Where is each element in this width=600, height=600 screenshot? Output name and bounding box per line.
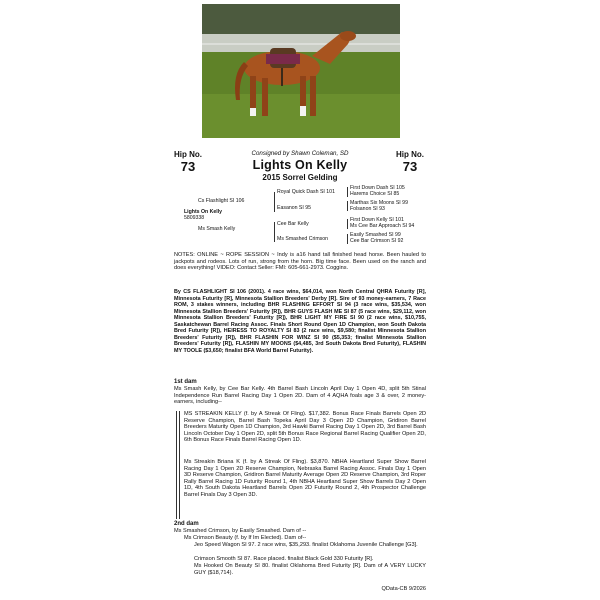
first-dam-foal-1: MS STREAKIN KELLY (f. by A Streak Of Fling). $17,382. Bonus Race Finals Barrels Open 2D Reserve Champion, Barrel Bash Topeka April Day 3 Open 2D Champion, Gridiron Barrel Breeders Maturity Open 1D Champion, 3rd Hawki Barrel Racing Day 1 Open 2D, 3rd Barrel Bash Lincoln October Day 1 Open 2D, split 5th Bonus Race Regional Barrel Racing Qualifier Open 2D, 6th Bonus Race Finals Barrel Racing Open 1D.	[184, 411, 426, 444]
pedigree-sire-dam: Easanon SI 95	[277, 205, 312, 211]
pedigree-subject-reg: 5809338	[184, 215, 205, 221]
sire-record: By CS FLASHLIGHT SI 106 (2001). 4 race wins, $64,014, won North Central QHRA Futurity [R], Minnesota Futurity [R], Minnesota Stallion Breeders' Derby [R]. Sire of 93 money-earners, 7 Race ROM, 3 stakes winners, including BHR FLASHING EFFORT SI 94 (3 race wins, $35,534, won Minnesota Stallion Breeders' Futurity [R]), BHR GUYS FLASH ME SI 87 (5 race wins, $29,112, won Minnesota Stallion Breeders' Futurity [R]), BHR LIGHT MY FIRE SI 90 (2 race wins, $10,755, Saskatchewan Barrel Racing Assoc. Finals Short Round Open 1D Champion, won South Dakota Bred Futurity [R]), HEIRESS TO ROYALTY SI 83 (2 race wins, $9,580; finalist Minnesota Stallion Breeders' Futurity [R]), BHR FLASHIN FOR WINZ SI 90 ($5,353; finalist Minnesota Stallion Breeders' Futurity [R]), FLASHIN MY MOONS ($4,485, 3rd South Dakota Bred Futurity), FLASHIN MY TOOLE ($3,650; finalist BFA World Barrel Futurity).	[174, 289, 426, 354]
pedigree-sire-sire: Royal Quick Dash SI 101	[277, 189, 335, 195]
pedigree-g8: Cee Bar Crimson SI 92	[350, 238, 404, 244]
pedigree-dam: Ms Smash Kelly	[198, 226, 236, 232]
hip-label: Hip No.	[174, 150, 202, 159]
second-dam-line-2: Jeo Speed Wagon SI 97. 2 race wins, $35,293. finalist Oklahoma Juvenile Challenge [G3].	[194, 542, 418, 548]
first-dam-heading: 1st dam	[174, 379, 197, 385]
bracket	[347, 219, 348, 229]
offspring-bar	[176, 411, 180, 519]
horse-name: Lights On Kelly	[252, 158, 348, 172]
pedigree-g3: Marthas Six Moons SI 99	[350, 200, 408, 206]
second-dam-heading: 2nd dam	[174, 521, 199, 527]
catalog-page	[170, 0, 430, 600]
pedigree-g7: Easily Smashed SI 99	[350, 232, 401, 238]
pedigree-g6: Ms Cee Bar Approach SI 94	[350, 223, 415, 229]
horse-photo	[202, 4, 400, 138]
first-dam-foal-2: Ms Streakin Briana K (f. by A Streak Of Fling). $3,870. NBHA Heartland Super Show Barrel Racing Day 1 Open 2D Reserve Champion, Nebraska Barrel Racing Assoc. Finals Day 1 Open 3D Reserve Champion, Gridiron Barrel Maturity Average Open 2D Reserve Champion, 3rd Roper Rally Barrel Racing 1D Futurity Round 1, 4th NBHA Heartland Super Show Barrels Day 2 Open 1D, 4th South Dakota Heartland Barrels Open 2D Futurity Round 2, 4th Prospector Challenge Barrel Finals Day 3 Open 3D.	[184, 459, 426, 498]
pedigree-g1: First Down Dash SI 105	[350, 185, 405, 191]
pedigree-dam-dam: Ms Smashed Crimson	[277, 236, 329, 242]
second-dam-line-4: Ms Hooked On Beauty SI 80. finalist Oklahoma Bred Futurity [R]. Dam of A VERY LUCKY GUY ($18,714).	[194, 563, 426, 576]
second-dam-line-3: Crimson Smooth SI 87. Race placed. finalist Black Gold 330 Futurity [R].	[194, 556, 374, 562]
hip-label: Hip No.	[396, 150, 424, 159]
pedigree-subject: Lights On Kelly	[184, 209, 223, 215]
pedigree-dam-sire: Cee Bar Kelly	[277, 221, 309, 227]
bracket	[274, 192, 275, 212]
first-dam-intro: Ms Smash Kelly, by Cee Bar Kelly. 4th Barrel Bash Lincoln April Day 1 Open 4D, split 5th Stinal Independence Run Barrel Racing Day 1 Open 2D. Dam of 4 AQHA foals age 3 & over, 2 money-earners, including--	[174, 386, 426, 406]
pedigree-g2: Harems Choice SI 85	[350, 191, 400, 197]
pedigree-g4: Folsanon SI 93	[350, 206, 385, 212]
hip-number: 73	[180, 159, 196, 174]
consignor: Consigned by Shawn Coleman, SD	[251, 150, 349, 157]
second-dam-intro: Ms Smashed Crimson, by Easily Smashed. Dam of --	[174, 528, 307, 534]
horse-image	[202, 4, 400, 138]
horse-description: 2015 Sorrel Gelding	[262, 173, 338, 182]
pedigree-g5: First Down Kelly SI 101	[350, 217, 404, 223]
bracket	[274, 222, 275, 242]
second-dam-line-1: Ms Crimson Beauty (f. by If Im Elected). Dam of--	[184, 535, 307, 541]
bracket	[347, 234, 348, 244]
footer-code: QData-CB 9/2026	[381, 586, 426, 592]
hip-number: 73	[402, 159, 418, 174]
notes: NOTES: ONLINE ~ ROPE SESSION ~ Indy is a16 hand tall finished head horse. Been hauled to jackpots and rodeos. Lots of run, strong from the horn. Big time face. Been used on the ranch and does everything! VIDEO: Contact Seller: FMI: 605-661-2973. Coggins.	[174, 252, 426, 272]
bracket	[347, 201, 348, 211]
bracket	[347, 187, 348, 197]
pedigree-sire: Cs Flashlight SI 106	[198, 198, 245, 204]
